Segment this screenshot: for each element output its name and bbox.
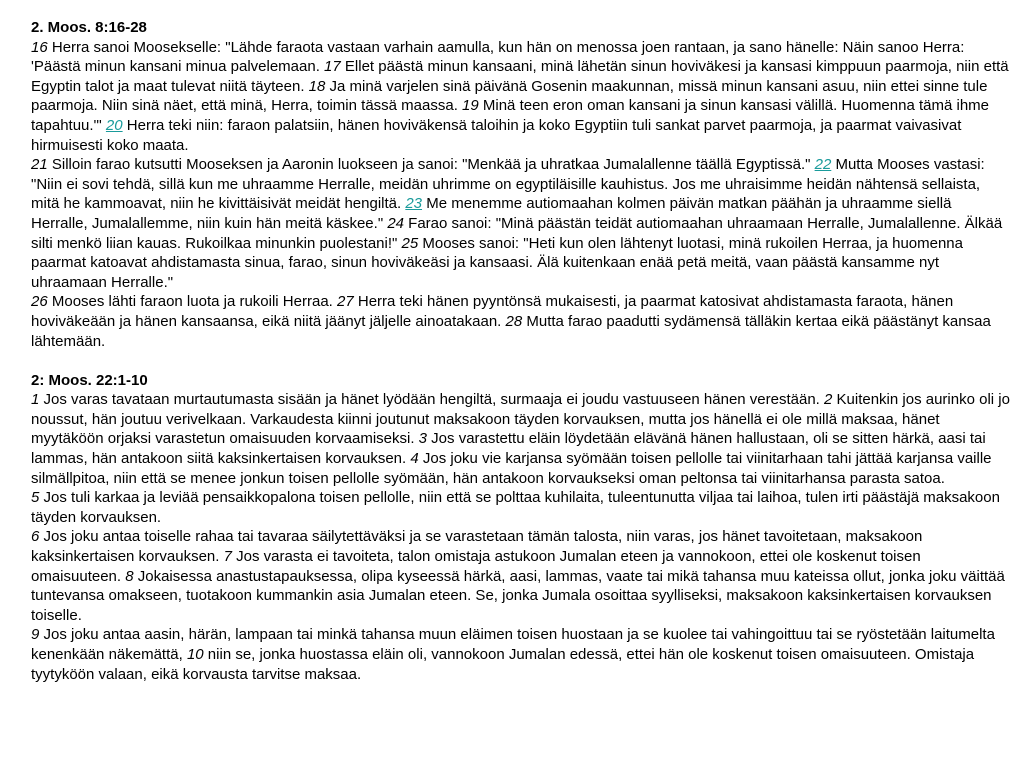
verse-text: Jos joku antaa toiselle rahaa tai tavaraa säilytettäväksi ja se varastetaan tämän talosta, niin varas, jos hänet tavoitetaan, maksakoon kaksinkertaisen korvauksen. — [31, 528, 923, 566]
verse-text: Ja minä varjelen sinä päivänä Gosenin maakunnan, missä minun kansani asuu, niin ettei sinne tule paarmoja. Niin sinä näet, että minä, Herra, toimin tässä maassa. — [31, 77, 988, 115]
verse-text: Ellet päästä minun kansaani, minä lähetän sinun hoviväkesi ja kansasi kimppuun paarmoja, niin että Egyptin talot ja maat tulevat niitä täyteen. — [31, 58, 1009, 95]
verse-text: Jos varasta ei tavoiteta, talon omistaja astukoon Jumalan eteen ja vannokoon, ettei ole koskenut toisen omaisuuteen. — [31, 548, 921, 585]
verse-text: Mooses sanoi: "Heti kun olen lähtenyt luotasi, minä rukoilen Herraa, ja huomenna paarmat katoavat ahdistamasta sinua, farao, sinun hoviväkeäsi ja kansaasi. Älä kuitenkaan enää petä meitä, vaan päästä kansamme nyt uhraamaan Herralle." — [31, 234, 963, 291]
paragraph — [31, 625, 1012, 684]
passage-separator — [31, 351, 1012, 371]
verse-number: 10 — [186, 646, 204, 663]
paragraph — [31, 292, 1012, 351]
verse-number: 4 — [410, 450, 419, 468]
verse-number: 5 — [31, 489, 40, 507]
verse-number: 27 — [337, 293, 354, 311]
verse-text: Herra teki hänen pyyntönsä mukaisesti, ja paarmat katosivat ahdistamasta faraota, hänen hoviväkeään ja hänen kansaansa, eikä niitä jäänyt jäljelle ainoatakaan. — [31, 293, 954, 330]
verse-text: Jos varastettu eläin löydetään elävänä hänen hallustaan, oli se sitten härkä, aasi tai lammas, hän antakoon siitä kaksinkertaisen korvauksen. — [31, 430, 986, 468]
verse-text: Mutta Mooses vastasi: "Niin ei sovi tehdä, sillä kun me uhraamme Herralle, meidän uhrimme on egyptiläisille kauhistus. Jos me uhraisimme heidän nähtensä sellaista, mitä he kammoavat, niin he kivittäisivät meidät hengiltä. — [31, 156, 985, 213]
verse-number: 28 — [505, 312, 523, 330]
passage-exodus-22 — [31, 371, 1012, 685]
verse-text: Kuitenkin jos aurinko oli jo noussut, hän joutuu verivelkaan. Varkaudesta kiinni joutunut maksakoon täyden korvauksen, mutta jos hänellä ei ole millä maksaa, hänet myytäköön orjaksi varastetun omaisuuden korvaamiseksi. — [31, 391, 1010, 448]
verse-text: Jos varas tavataan murtautumasta sisään ja hänet lyödään hengiltä, surmaaja ei joudu vastuuseen hänen verestään. — [39, 391, 825, 409]
verse-number: 17 — [324, 58, 341, 76]
paragraph — [31, 488, 1012, 527]
verse-number: 16 — [31, 38, 48, 56]
verse-text: Mooses lähti faraon luota ja rukoili Herraa. — [47, 293, 337, 311]
verse-text: Silloin farao kutsutti Mooseksen ja Aaronin luokseen ja sanoi: "Menkää ja uhratkaa Jumalallenne täällä Egyptissä." — [47, 156, 815, 174]
verse-text: Jos joku antaa aasin, härän, lampaan tai minkä tahansa muun eläimen toisen huostaan ja se kuolee tai vahingoittuu tai se ryöstetään laitumelta kenenkään näkemättä, — [31, 626, 995, 663]
passage-body — [31, 390, 1012, 684]
verse-number-link[interactable]: 22 — [814, 156, 832, 174]
verse-number: 3 — [418, 430, 428, 448]
verse-number-link[interactable]: 20 — [105, 116, 123, 134]
verse-number: 26 — [31, 293, 48, 311]
verse-number: 7 — [223, 548, 232, 566]
verse-number: 6 — [31, 528, 40, 546]
verse-number: 18 — [308, 77, 326, 95]
verse-text: Jos tuli karkaa ja leviää pensaikkopalona toisen pellolle, niin että se polttaa kuhilaita, tuleentunutta viljaa tai laihoa, tulen irti päästäjä maksakoon täyden korvauksen. — [31, 489, 1000, 526]
verse-text: Jokaisessa anastustapauksessa, olipa kyseessä härkä, aasi, lammas, vaate tai mikä tahansa muu kateissa ollut, jonka joku väittää tuntevansa omakseen, tuotakoon kummankin asia Jumalan eteen. Se, jonka Jumala osoittaa syylliseksi, maksakoon kaksinkertaisen korvauksen toiselle. — [31, 567, 1005, 624]
verse-text: niin se, jonka huostassa eläin oli, vannokoon Jumalan edessä, ettei hän ole koskenut toisen omaisuuteen. Omistaja tyytyköön valaan, eikä korvausta tarvitse maksaa. — [31, 646, 975, 683]
verse-number: 9 — [31, 626, 40, 644]
passage-title: 2: Moos. 22:1-10 — [31, 371, 148, 389]
passage-body — [31, 38, 1012, 352]
verse-text: Jos joku vie karjansa syömään toisen pellolle tai viinitarhaan tahi jättää karjansa vaille silmällpitoa, niin että se menee jonkun toisen pellolle syömään, hän antakoon korvaukseksi oman peltonsa tai viinitarhansa parasta satoa. — [31, 450, 992, 487]
verse-text: Mutta farao paadutti sydämensä tälläkin kertaa eikä päästänyt kansaa lähtemään. — [31, 312, 991, 350]
verse-text: Me menemme autiomaahan kolmen päivän matkan päähän ja uhraamme siellä Herralle, Jumalallemme, niin kuin hän meitä käskee." — [31, 195, 952, 232]
verse-number: 24 — [387, 214, 404, 232]
verse-text: Minä teen eron oman kansani ja sinun kansasi välillä. Huomenna tämä ihme tapahtuu.'" — [31, 97, 989, 134]
verse-number: 19 — [462, 97, 479, 115]
verse-number-link[interactable]: 23 — [405, 195, 423, 213]
paragraph — [31, 390, 1012, 488]
paragraph — [31, 155, 1012, 292]
passage-exodus-8 — [31, 18, 1012, 351]
verse-number: 21 — [31, 156, 48, 174]
verse-number: 2 — [824, 391, 833, 409]
verse-number: 1 — [31, 391, 40, 409]
paragraph — [31, 38, 1012, 156]
verse-text: Farao sanoi: "Minä päästän teidät autiomaahan uhraamaan Herralle, Jumalallenne. Älkää silti menkö liian kauas. Rukoilkaa minunkin puolestani!" — [31, 214, 1003, 252]
verse-text: Herra sanoi Moosekselle: "Lähde faraota vastaan varhain aamulla, kun hän on menossa joen rantaan, ja sano hänelle: Näin sanoo Herra: 'Päästä minun kansani minua palvelemaan. — [31, 38, 965, 76]
verse-number: 25 — [401, 234, 419, 252]
paragraph — [31, 527, 1012, 625]
verse-text: Herra teki niin: faraon palatsiin, hänen hoviväkensä taloihin ja koko Egyptiin tuli sankat parvet paarmoja, ja paarmat vaivasivat hirmuisesti koko maata. — [31, 116, 962, 154]
passage-title: 2. Moos. 8:16-28 — [31, 19, 147, 36]
verse-number: 8 — [125, 567, 134, 585]
